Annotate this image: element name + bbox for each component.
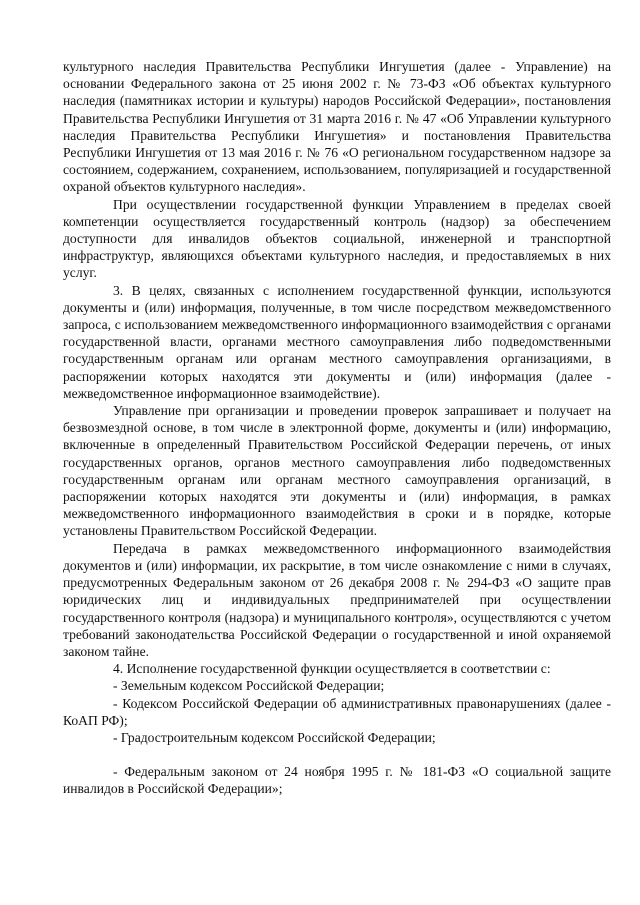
paragraph-legal-basis: культурного наследия Правительства Республики Ингушетия (далее - Управление) на основании Федерального закона от 25 июня 2002 г. № 73-ФЗ «Об объектах культурного наследия (памятниках истории и культуры) народов Российской Федерации», постановления Правительства Республики Ингушетия от 31 марта 2016 г. № 47 «Об Управлении культурного наследия Правительства Республики Ингушетия» и постановления Правительства Республики Ингушетия от 13 мая 2016 г. № 76 «О региональном государственном надзоре за состоянием, содержанием, сохранением, использованием, популяризацией и государственной охраной объектов культурного наследия». — [63, 59, 611, 195]
list-item-disability-law: - Федеральным законом от 24 ноября 1995 г. № 181-ФЗ «О социальной защите инвалидов в Российской Федерации»; — [63, 764, 611, 797]
paragraph-accessibility-control: При осуществлении государственной функции Управлением в пределах своей компетенции осуществляется государственный контроль (надзор) за обеспечением доступности для инвалидов объектов социальной, инженерной и транспортной инфраструктур, являющихся объектами культурного наследия, и предоставляемых в них услуг. — [63, 196, 611, 281]
paragraph-section-4-heading: 4. Исполнение государственной функции осуществляется в соответствии с: — [113, 661, 551, 677]
list-item-urban-planning-code: - Градостроительным кодексом Российской Федерации; — [113, 729, 436, 745]
list-item-koap: - Кодексом Российской Федерации об административных правонарушениях (далее - КоАП РФ); — [63, 695, 611, 728]
paragraph-interagency-documents: 3. В целях, связанных с исполнением государственной функции, используются документы и (или) информация, полученные, в том числе посредством межведомственного запроса, с использованием межведомственного информационного взаимодействия с органами государственной власти, органами местного самоуправления либо подведомственными государственным органам или органам местного самоуправления организациями, в распоряжении которых находятся эти документы и (или) информация (далее - межведомственное информационное взаимодействие). — [63, 282, 611, 401]
blank-line — [63, 746, 611, 763]
document-page — [63, 58, 611, 798]
paragraph-inspection-requests: Управление при организации и проведении проверок запрашивает и получает на безвозмездной основе, в том числе в электронной форме, документы и (или) информацию, включенные в определенный Правительством Российской Федерации перечень, от иных государственных органов, органов местного самоуправления либо подведомственных государственным органам или органам местного самоуправления организаций, в распоряжении которых находятся эти документы и (или) информация, в рамках межведомственного информационного взаимодействия в сроки и в порядке, которые установлены Правительством Российской Федерации. — [63, 403, 611, 539]
paragraph-information-transfer: Передача в рамках межведомственного информационного взаимодействия документов и (или) информации, их раскрытие, в том числе ознакомление с ними в случаях, предусмотренных Федеральным законом от 26 декабря 2008 г. № 294-ФЗ «О защите прав юридических лиц и индивидуальных предпринимателей при осуществлении государственного контроля (надзора) и муниципального контроля», осуществляются с учетом требований законодательства Российской Федерации о государственной и иной охраняемой законом тайне. — [63, 540, 611, 659]
list-item-land-code: - Земельным кодексом Российской Федерации; — [113, 678, 385, 694]
